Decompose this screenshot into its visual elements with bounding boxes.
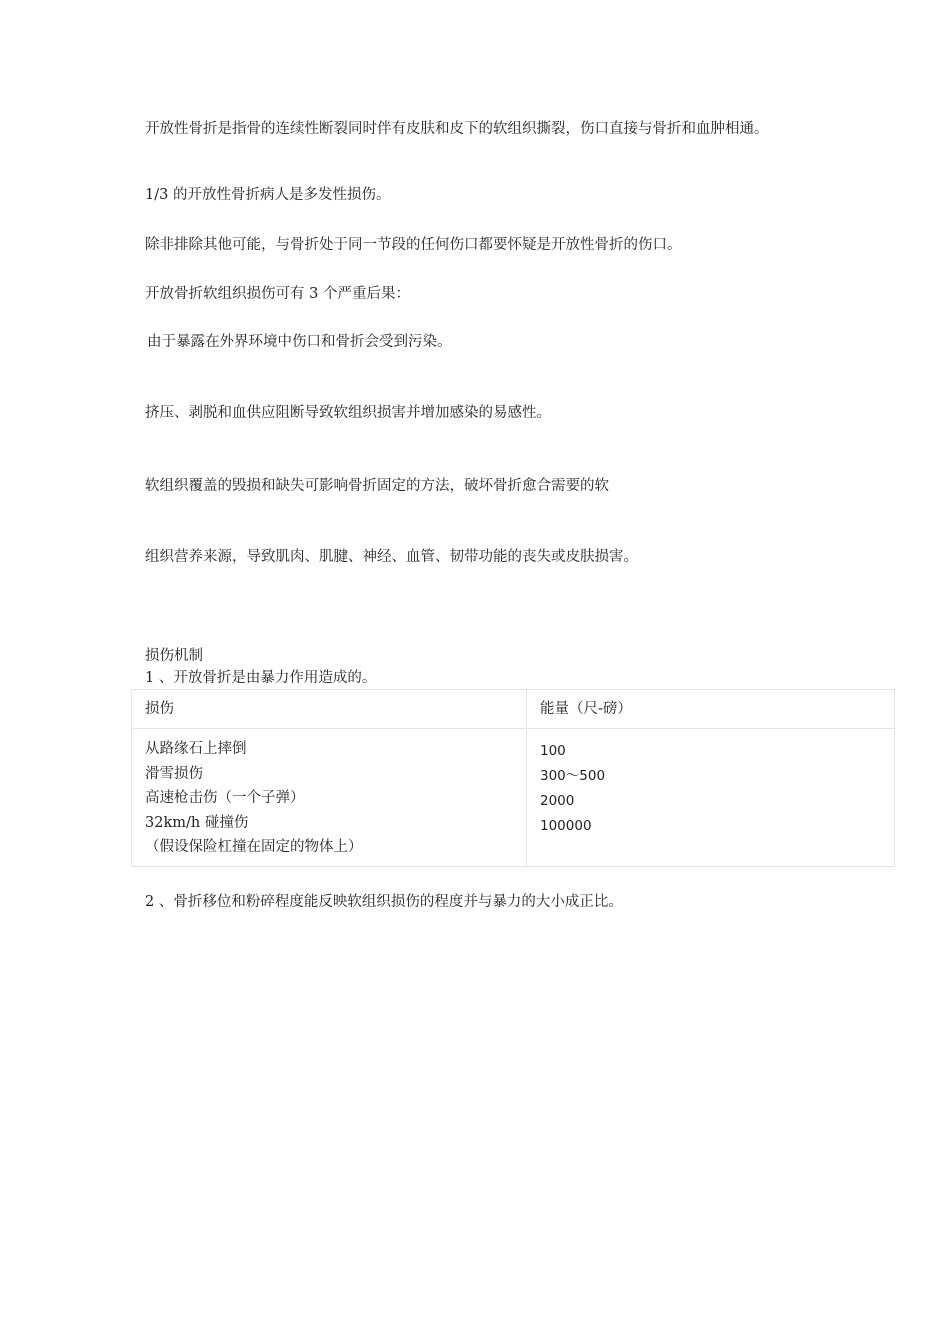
section-title: 损伤机制	[145, 648, 203, 664]
mechanism-item-1: 1 、开放骨折是由暴力作用造成的。	[145, 670, 377, 686]
paragraph-wound-suspicion: 除非排除其他可能，与骨折处于同一节段的任何伤口都要怀疑是开放性骨折的伤口。	[145, 237, 682, 253]
paragraph-consequence-coverage: 软组织覆盖的毁损和缺失可影响骨折固定的方法，破坏骨折愈合需要的软	[145, 478, 609, 494]
energy-value: 100	[540, 743, 566, 759]
paragraph-consequence-damage: 挤压、剥脱和血供应阻断导致软组织损害并增加感染的易感性。	[145, 405, 551, 421]
injury-cell	[132, 729, 527, 867]
paragraph-consequences-intro: 开放骨折软组织损伤可有 3 个严重后果：	[145, 286, 410, 302]
injury-item-note: （假设保险杠撞在固定的物体上）	[145, 839, 363, 855]
table-header-energy: 能量（尺-磅）	[527, 690, 895, 729]
injury-item: 32km/h 碰撞伤	[145, 814, 249, 831]
injury-item: 滑雪损伤	[145, 765, 203, 782]
energy-cell	[527, 729, 895, 867]
energy-value: 100000	[540, 818, 592, 834]
injury-item: 从路缘石上摔倒	[145, 741, 247, 757]
paragraph-multiple-injury: 1/3 的开放性骨折病人是多发性损伤。	[145, 187, 391, 203]
table-header-row	[132, 690, 895, 729]
mechanism-item-2: 2 、骨折移位和粉碎程度能反映软组织损伤的程度并与暴力的大小成正比。	[145, 894, 623, 910]
paragraph-definition: 开放性骨折是指骨的连续性断裂同时伴有皮肤和皮下的软组织撕裂，伤口直接与骨折和血肿相通。	[145, 121, 769, 137]
energy-value: 2000	[540, 793, 575, 809]
energy-value: 300～500	[540, 768, 606, 784]
paragraph-consequence-contamination: 由于暴露在外界环境中伤口和骨折会受到污染。	[147, 334, 452, 350]
table-row	[132, 729, 895, 867]
table-header-injury: 损伤	[132, 690, 527, 729]
injury-item: 高速枪击伤（一个子弹）	[145, 790, 305, 806]
energy-table	[131, 689, 895, 867]
paragraph-consequence-nutrition: 组织营养来源，导致肌肉、肌腱、神经、血管、韧带功能的丧失或皮肤损害。	[145, 549, 638, 565]
